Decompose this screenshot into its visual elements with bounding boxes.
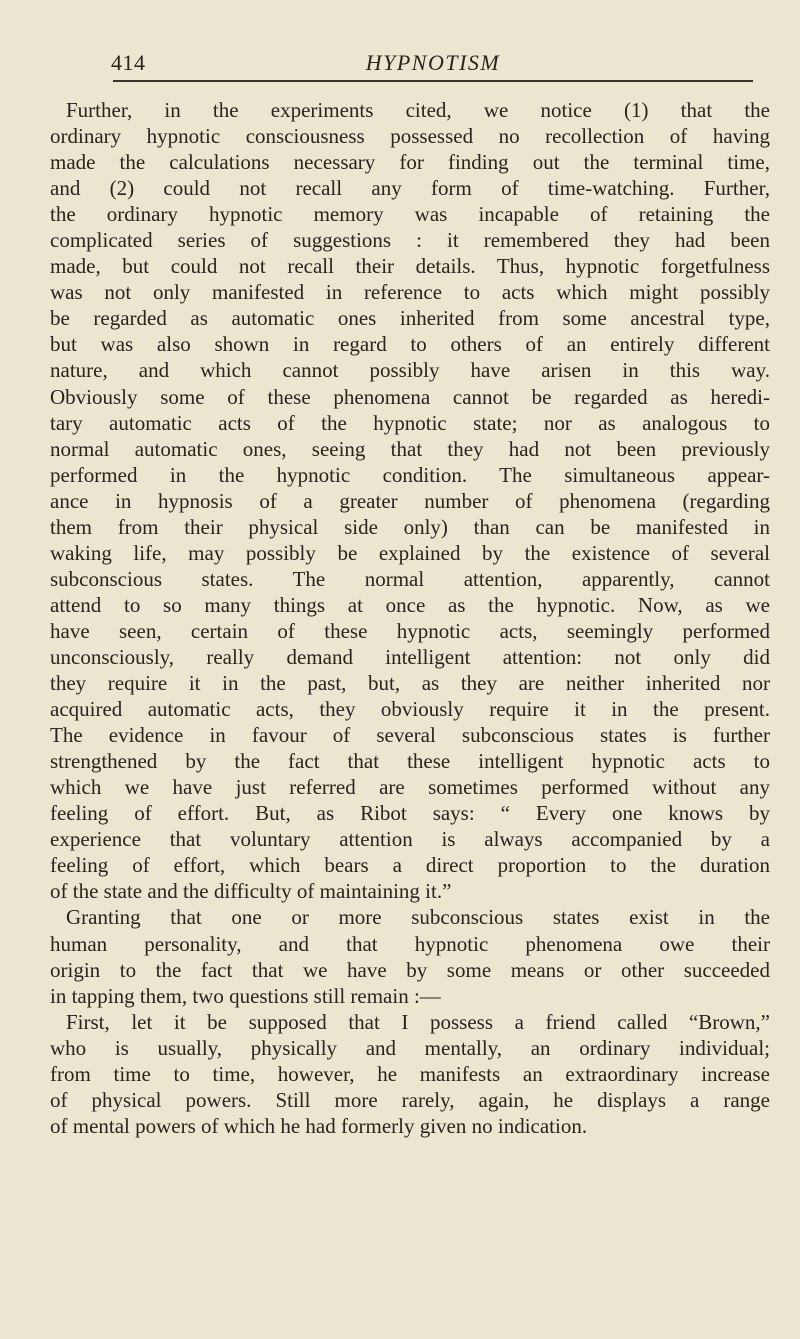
text-line: of the state and the difficulty of maintaining it.” [50,879,452,904]
running-head [113,48,753,82]
text-line: but was also shown in regard to others of an entirely different [50,332,770,357]
text-line: experience that voluntary attention is always accompanied by a [50,827,770,852]
text-line: was not only manifested in reference to acts which might possibly [50,280,770,305]
text-line: waking life, may possibly be explained by the existence of several [50,540,770,565]
body-text [50,97,770,1139]
text-line: Further, in the experiments cited, we notice (1) that the [66,98,770,122]
page-number: 414 [111,50,146,75]
text-line: acquired automatic acts, they obviously require it in the present. [50,697,770,722]
text-line: of mental powers of which he had formerly given no indication. [50,1113,588,1138]
text-line: strengthened by the fact that these intelligent hypnotic acts to [50,749,770,774]
text-line: attend to so many things at once as the hypnotic. Now, as we [50,592,770,617]
text-line: nature, and which cannot possibly have arisen in this way. [50,358,770,383]
text-line: unconsciously, really demand intelligent attention: not only did [50,644,770,669]
text-line: made the calculations necessary for finding out the terminal time, [50,150,770,175]
paragraph-2 [50,904,770,1008]
paragraph-3 [50,1009,770,1139]
text-line: from time to time, however, he manifests an extraordinary increase [50,1061,770,1086]
text-line: ordinary hypnotic consciousness possessed no recollection of having [50,124,770,149]
text-line: they require it in the past, but, as they are neither inherited nor [50,671,770,696]
text-line: subconscious states. The normal attention, apparently, cannot [50,566,770,591]
text-line: Obviously some of these phenomena cannot be regarded as heredi- [50,384,770,409]
text-line: made, but could not recall their details. Thus, hypnotic forgetfulness [50,254,770,279]
text-line: of physical powers. Still more rarely, again, he displays a range [50,1087,770,1112]
text-line: tary automatic acts of the hypnotic state; nor as analogous to [50,410,770,435]
text-line: origin to the fact that we have by some means or other succeeded [50,957,770,982]
text-line: First, let it be supposed that I possess a friend called “Brown,” [66,1009,770,1034]
text-line: complicated series of suggestions : it remembered they had been [50,228,770,253]
text-line: which we have just referred are sometimes performed without any [50,775,770,800]
text-line: normal automatic ones, seeing that they had not been previously [50,436,770,461]
text-line: and (2) could not recall any form of time-watching. Further, [50,176,770,201]
text-line: the ordinary hypnotic memory was incapable of retaining the [50,202,770,227]
text-line: feeling of effort, which bears a direct proportion to the duration [50,853,770,878]
text-line: them from their physical side only) than can be manifested in [50,514,770,539]
running-title: HYPNOTISM [365,50,501,75]
text-line: The evidence in favour of several subconscious states is further [50,723,770,748]
paragraph-1 [50,97,770,904]
text-line: feeling of effort. But, as Ribot says: “ Every one knows by [50,801,770,826]
text-line: have seen, certain of these hypnotic acts, seemingly performed [50,618,770,643]
text-line: Granting that one or more subconscious states exist in the [66,905,770,930]
text-line: be regarded as automatic ones inherited from some ancestral type, [50,306,770,331]
text-line: who is usually, physically and mentally, an ordinary individual; [50,1035,770,1060]
text-line: in tapping them, two questions still remain :— [50,983,441,1008]
text-line: ance in hypnosis of a greater number of phenomena (regarding [50,488,770,513]
text-line: human personality, and that hypnotic phenomena owe their [50,931,770,956]
text-line: performed in the hypnotic condition. The simultaneous appear- [50,462,770,487]
